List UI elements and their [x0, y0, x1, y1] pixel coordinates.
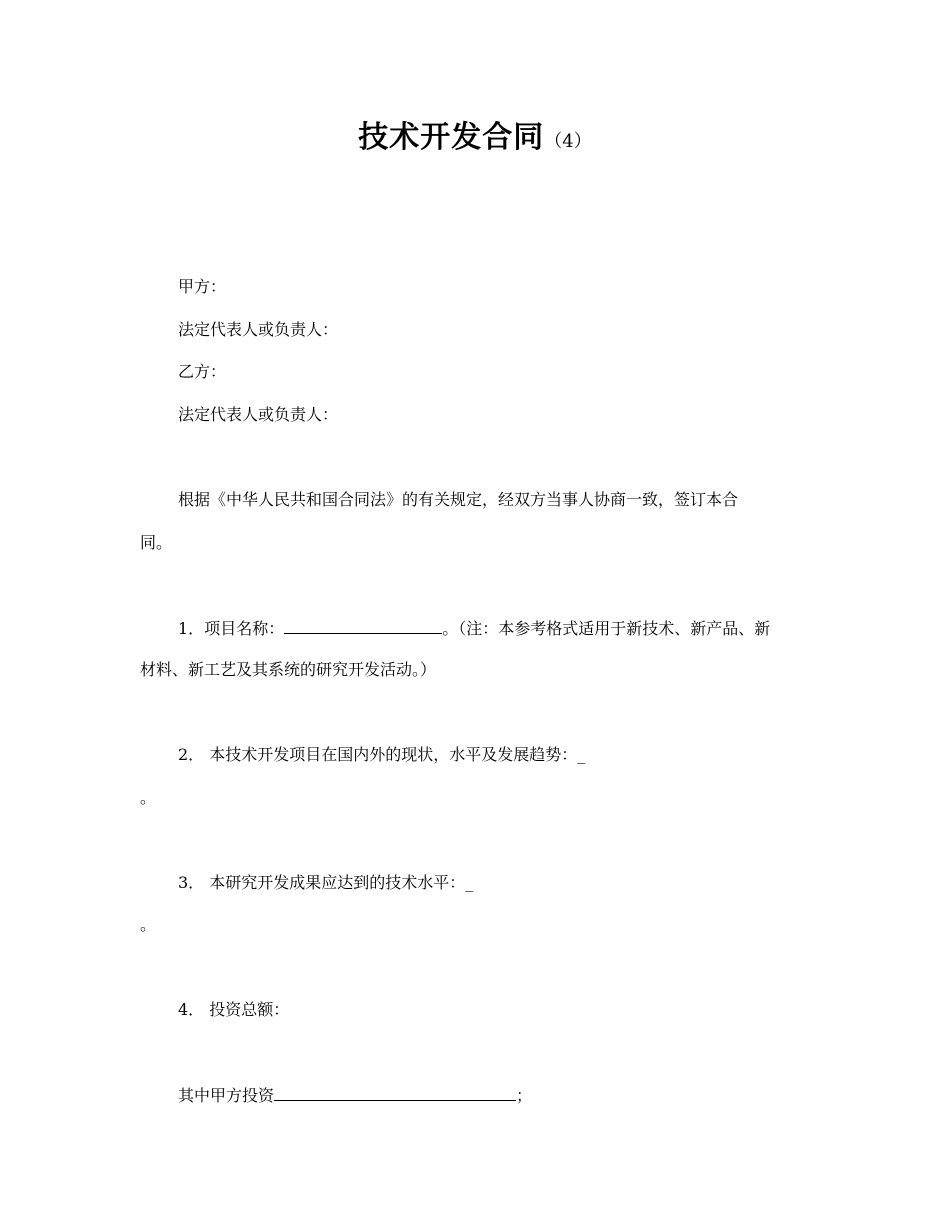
project-name-blank: [284, 618, 442, 634]
item-4-label: 投资总额：: [209, 1000, 290, 1019]
item-3-number: 3．: [178, 873, 205, 892]
party-a-investment-label: 其中甲方投资: [178, 1086, 275, 1105]
party-a-line: 甲方：: [178, 277, 227, 296]
item-1-line-2: 材料、新工艺及其系统的研究开发活动。）: [140, 660, 437, 679]
party-b-line: 乙方：: [178, 362, 227, 381]
item-4-number: 4．: [178, 1000, 205, 1019]
item-1-line-1: [178, 618, 770, 639]
item-3-line-1: [178, 873, 473, 893]
party-a-rep-line: 法定代表人或负责人：: [178, 320, 339, 339]
item-1-note: 。（注：本参考格式适用于新技术、新产品、新: [442, 619, 771, 638]
preamble-line-2: 同。: [140, 533, 173, 552]
preamble-line-1: 根据《中华人民共和国合同法》的有关规定，经双方当事人协商一致，签订本合: [178, 490, 739, 509]
item-2-line-2: 。: [140, 788, 157, 807]
title-main: 技术开发合同: [358, 120, 545, 155]
party-a-investment-blank: [274, 1085, 516, 1101]
item-3-line-2: 。: [140, 915, 157, 934]
party-a-investment-end: ；: [516, 1086, 533, 1105]
item-1-number: 1．: [178, 619, 205, 638]
item-1-label: 项目名称：: [204, 619, 285, 638]
party-b-rep-line: 法定代表人或负责人：: [178, 405, 339, 424]
item-4-line-1: [178, 1000, 289, 1020]
party-a-investment-line: [178, 1085, 532, 1106]
item-3-label: 本研究开发成果应达到的技术水平：_: [209, 873, 474, 892]
item-2-label: 本技术开发项目在国内外的现状，水平及发展趋势：_: [209, 745, 586, 764]
item-2-line-1: [178, 745, 585, 765]
item-2-number: 2．: [178, 745, 205, 764]
document-title: [0, 112, 950, 156]
title-number: （4）: [544, 131, 592, 152]
